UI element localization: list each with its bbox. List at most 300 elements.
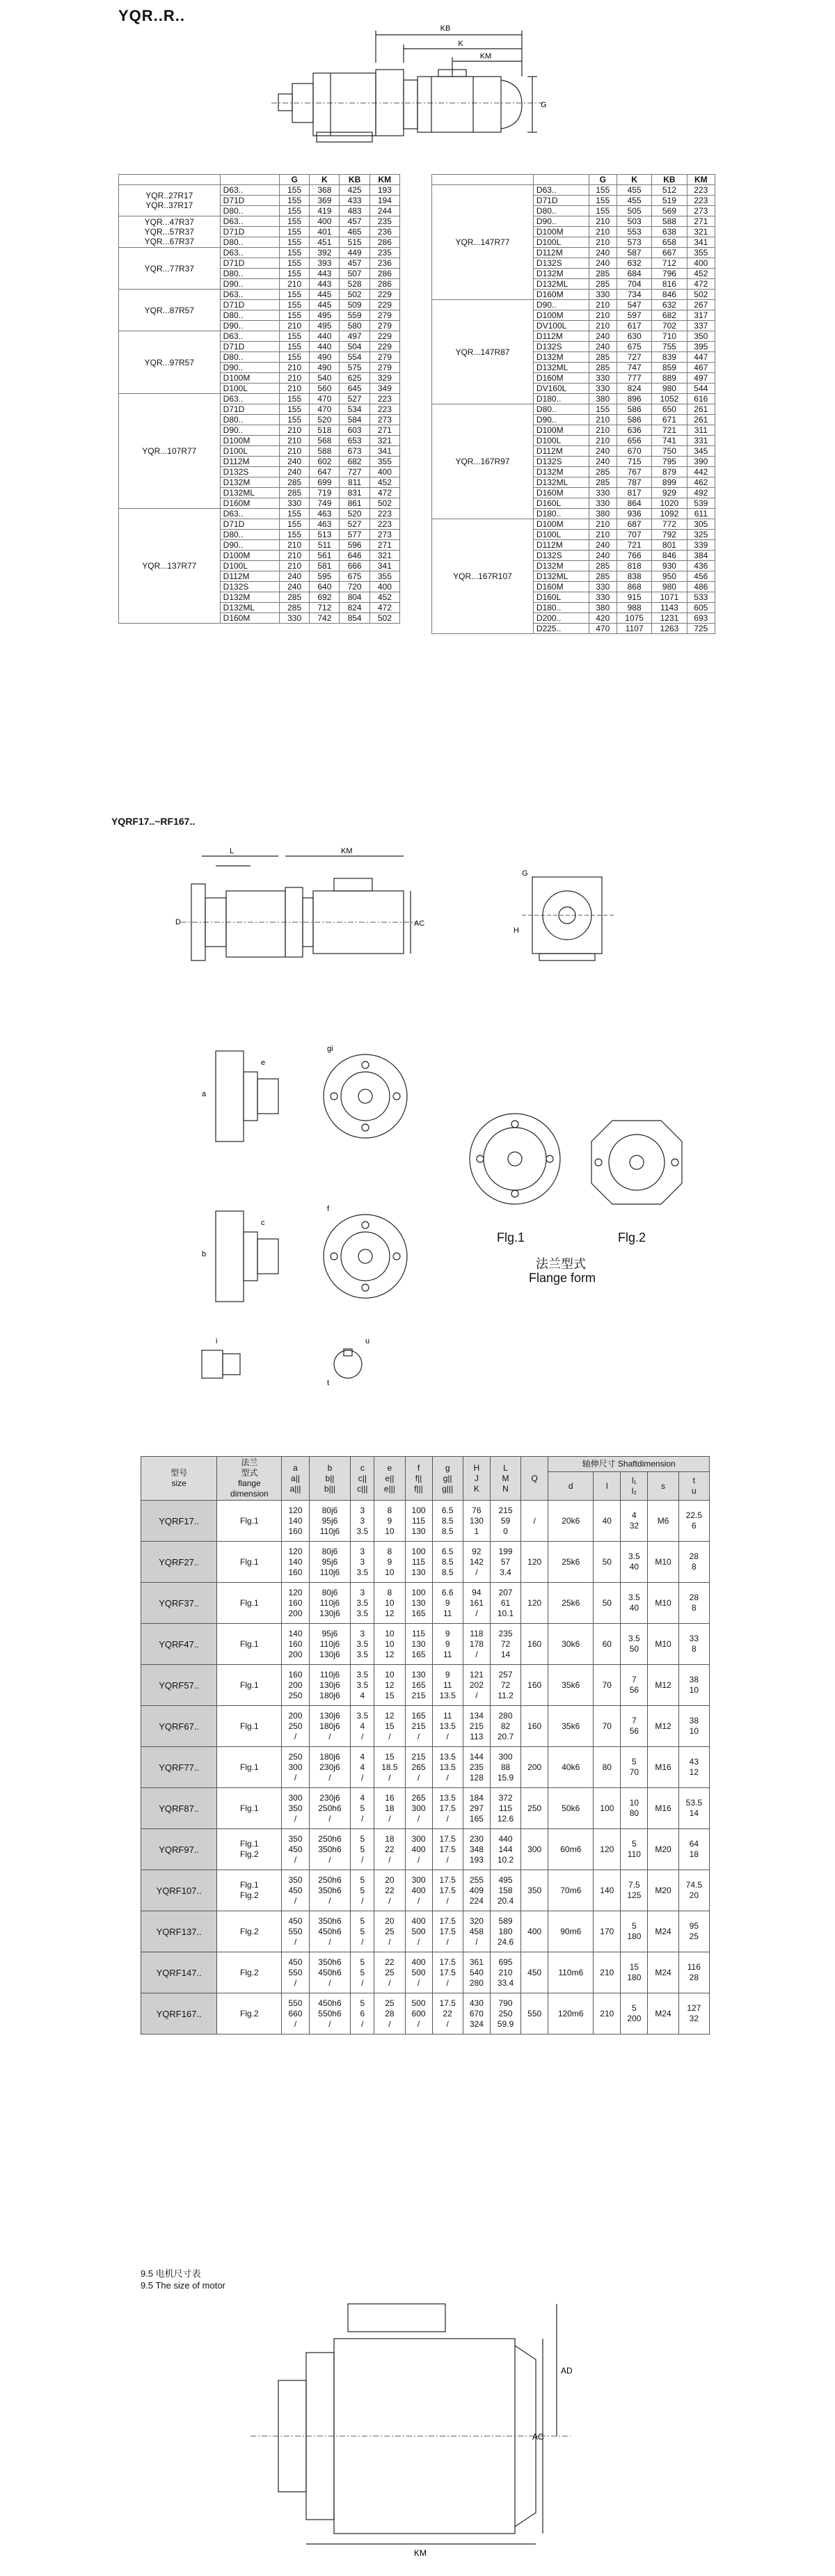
motor-type-cell: D80.. (533, 206, 589, 216)
value-cell: 465 (340, 227, 369, 237)
table-row (141, 1911, 710, 1952)
value-cell: 864 (617, 498, 651, 509)
value-cell: 512 (652, 185, 687, 196)
motor-note-cn: 9.5 电机尺寸表 (141, 2268, 201, 2279)
table-row (432, 185, 715, 196)
table-row (141, 1665, 710, 1706)
value-cell: 355 (369, 457, 399, 467)
value-cell: 632 (652, 300, 687, 310)
d-label: D (175, 918, 181, 926)
value-cell: 818 (617, 561, 651, 571)
value-cell: 210 (589, 300, 617, 310)
value-cell: 443 (310, 279, 340, 290)
motor-type-cell: D63.. (220, 331, 279, 342)
value-cell: 5 5 / (351, 1870, 374, 1911)
motor-type-cell: D100M (220, 436, 279, 446)
value-cell: 350 450 / (282, 1870, 309, 1911)
value-cell: 658 (652, 237, 687, 248)
value-cell: 472 (687, 279, 715, 290)
value-cell: 390 (687, 457, 715, 467)
value-cell: 457 (340, 258, 369, 269)
value-cell: 286 (369, 269, 399, 279)
col-g: G (280, 175, 310, 185)
flange-header-1: 法兰 型式 flange dimension (217, 1457, 282, 1501)
value-cell: 846 (652, 551, 687, 561)
value-cell: 646 (340, 551, 369, 561)
value-cell: 715 (617, 457, 651, 467)
value-cell: 455 (617, 196, 651, 206)
value-cell: 235 72 14 (490, 1624, 520, 1665)
value-cell: 569 (652, 206, 687, 216)
value-cell: 210 (594, 1993, 621, 2034)
value-cell: 450h6 550h6 / (309, 1993, 351, 2034)
motor-type-cell: D160M (533, 373, 589, 384)
km-label: KM (341, 847, 353, 855)
value-cell: 767 (617, 467, 651, 477)
value-cell: 755 (652, 342, 687, 352)
value-cell: 279 (369, 310, 399, 321)
shaft-header-2: l₁ l₂ (621, 1472, 648, 1501)
motor-type-cell: DV100L (533, 321, 589, 331)
flange-header-8: H J K (463, 1457, 490, 1501)
value-cell: 650 (652, 404, 687, 415)
value-cell: 7.5 125 (621, 1870, 648, 1911)
value-cell: 7 56 (621, 1665, 648, 1706)
value-cell: 92 142 / (463, 1542, 490, 1583)
km-label: KM (414, 2548, 427, 2558)
value-cell: 279 (369, 352, 399, 363)
value-cell: 684 (617, 269, 651, 279)
value-cell: 321 (687, 227, 715, 237)
value-cell: 330 (280, 613, 310, 624)
value-cell: 467 (687, 363, 715, 373)
value-cell: 4 5 / (351, 1788, 374, 1829)
value-cell: 505 (617, 206, 651, 216)
value-cell: 695 210 33.4 (490, 1952, 520, 1993)
value-cell: 559 (340, 310, 369, 321)
value-cell: 6.5 8.5 8.5 (432, 1501, 463, 1542)
value-cell: 929 (652, 488, 687, 498)
table-row (141, 1542, 710, 1583)
km-label: KM (479, 52, 492, 61)
value-cell: 273 (369, 415, 399, 425)
value-cell: 577 (340, 530, 369, 540)
table-row (141, 1501, 710, 1542)
value-cell: 9 11 13.5 (432, 1665, 463, 1706)
value-cell: 160 (521, 1706, 548, 1747)
value-cell: 120 140 160 (282, 1501, 309, 1542)
motor-type-cell: D90.. (220, 279, 279, 290)
value-cell: 22.5 6 (678, 1501, 709, 1542)
motor-type-cell: D160L (533, 498, 589, 509)
value-cell: 3.5 40 (621, 1583, 648, 1624)
value-cell: M12 (648, 1665, 678, 1706)
motor-type-cell: D71D (220, 519, 279, 530)
value-cell: 100 115 130 (405, 1501, 432, 1542)
value-cell: 6.5 8.5 8.5 (432, 1542, 463, 1583)
value-cell: 653 (340, 436, 369, 446)
value-cell: 547 (617, 300, 651, 310)
value-cell: 879 (652, 467, 687, 477)
value-cell: 210 (589, 519, 617, 530)
flange-header-2: a a|| a||| (282, 1457, 309, 1501)
value-cell: 8 10 12 (374, 1583, 405, 1624)
value-cell: 285 (280, 488, 310, 498)
motor-type-cell: D132M (533, 467, 589, 477)
flange-detail-drawings (188, 1016, 438, 1406)
motor-type-cell: D100M (533, 519, 589, 530)
value-cell: 699 (310, 477, 340, 488)
value-cell: 560 (310, 384, 340, 394)
motor-type-cell: D80.. (220, 530, 279, 540)
value-cell: 115 130 165 (405, 1624, 432, 1665)
value-cell: 200 (521, 1747, 548, 1788)
shaft-header-1: l (594, 1472, 621, 1501)
value-cell: Flg.1 (217, 1788, 282, 1829)
value-cell: Flg.1 (217, 1542, 282, 1583)
value-cell: 3.5 3.5 4 (351, 1665, 374, 1706)
value-cell: 7 56 (621, 1706, 648, 1747)
value-cell: 337 (687, 321, 715, 331)
model-name: YQR...147R77 (455, 237, 510, 247)
value-cell: 586 (617, 415, 651, 425)
value-cell: 165 215 / (405, 1706, 432, 1747)
value-cell: 230j6 250h6 / (309, 1788, 351, 1829)
value-cell: 638 (652, 227, 687, 237)
page-title: YQR..R.. (118, 7, 186, 24)
motor-size-note (141, 2268, 225, 2291)
value-cell: 285 (589, 467, 617, 477)
value-cell: M16 (648, 1788, 678, 1829)
size-cell: YQRF147.. (141, 1952, 217, 1993)
value-cell: 450 550 / (282, 1911, 309, 1952)
value-cell: 155 (589, 185, 617, 196)
value-cell: 210 (280, 551, 310, 561)
value-cell: 534 (340, 404, 369, 415)
value-cell: 617 (617, 321, 651, 331)
k-label: K (458, 40, 463, 48)
value-cell: 38 10 (678, 1706, 709, 1747)
motor-type-cell: D100M (220, 373, 279, 384)
value-cell: 70 (594, 1665, 621, 1706)
value-cell: 369 (310, 196, 340, 206)
table-row (119, 290, 400, 300)
value-cell: 40k6 (548, 1747, 594, 1788)
value-cell: 419 (310, 206, 340, 216)
value-cell: 605 (687, 603, 715, 613)
value-cell: 816 (652, 279, 687, 290)
motor-type-cell: D160M (533, 488, 589, 498)
value-cell: 588 (310, 446, 340, 457)
value-cell: Flg.1 (217, 1501, 282, 1542)
value-cell: 518 (310, 425, 340, 436)
flange-header-7: g g|| g||| (432, 1457, 463, 1501)
model-group-label (119, 248, 221, 290)
value-cell: 240 (589, 446, 617, 457)
value-cell: 120 (521, 1542, 548, 1583)
value-cell: 4 32 (621, 1501, 648, 1542)
value-cell: 470 (310, 394, 340, 404)
value-cell: 223 (369, 404, 399, 415)
value-cell: 250h6 350h6 / (309, 1829, 351, 1870)
value-cell: 550 660 / (282, 1993, 309, 2034)
value-cell: 425 (340, 185, 369, 196)
value-cell: 9 9 11 (432, 1624, 463, 1665)
value-cell: 300 88 15.9 (490, 1747, 520, 1788)
value-cell: 250 300 / (282, 1747, 309, 1788)
flange-dimension-table (141, 1456, 710, 2034)
value-cell: 210 (280, 363, 310, 373)
value-cell: 6.6 9 11 (432, 1583, 463, 1624)
value-cell: 210 (280, 384, 310, 394)
value-cell: 76 130 1 (463, 1501, 490, 1542)
value-cell: M6 (648, 1501, 678, 1542)
value-cell: 420 (589, 613, 617, 624)
value-cell: 727 (340, 467, 369, 477)
table-row (119, 394, 400, 404)
value-cell: 210 (280, 321, 310, 331)
value-cell: 300 400 / (405, 1870, 432, 1911)
value-cell: 520 (310, 415, 340, 425)
value-cell: 210 (589, 216, 617, 227)
value-cell: 325 (687, 530, 715, 540)
value-cell: M24 (648, 1952, 678, 1993)
right-dimension-table (431, 174, 715, 634)
value-cell: 160 (521, 1665, 548, 1706)
value-cell: 400 (310, 216, 340, 227)
value-cell: 796 (652, 269, 687, 279)
value-cell: 868 (617, 582, 651, 592)
value-cell: 666 (340, 561, 369, 571)
size-cell: YQRF137.. (141, 1911, 217, 1952)
motor-type-cell: D71D (220, 227, 279, 237)
value-cell: 588 (652, 216, 687, 227)
value-cell: 5 200 (621, 1993, 648, 2034)
value-cell: M24 (648, 1993, 678, 2034)
model-name: YQR..27R17 (145, 191, 193, 200)
model-name: YQR...57R37 (144, 227, 195, 237)
value-cell: 120 (521, 1583, 548, 1624)
value-cell: 12 15 / (374, 1706, 405, 1747)
value-cell: 271 (687, 216, 715, 227)
value-cell: 497 (340, 331, 369, 342)
value-cell: 40 (594, 1501, 621, 1542)
value-cell: 400 (369, 467, 399, 477)
motor-type-cell: D160M (533, 290, 589, 300)
motor-type-cell: D80.. (220, 206, 279, 216)
value-cell: 285 (280, 477, 310, 488)
value-cell: 155 (280, 269, 310, 279)
flange-header-9: L M N (490, 1457, 520, 1501)
value-cell: 861 (340, 498, 369, 509)
model-name: YQR...167R97 (455, 457, 510, 466)
value-cell: 240 (589, 551, 617, 561)
value-cell: 210 (589, 530, 617, 540)
value-cell: 193 (369, 185, 399, 196)
table-row (141, 1788, 710, 1829)
value-cell: 1020 (652, 498, 687, 509)
value-cell: 350h6 450h6 / (309, 1952, 351, 1993)
motor-type-cell: D71D (220, 258, 279, 269)
value-cell: 155 (280, 331, 310, 342)
value-cell: 673 (340, 446, 369, 457)
value-cell: 100 (594, 1788, 621, 1829)
value-cell: 682 (340, 457, 369, 467)
value-cell: 20k6 (548, 1501, 594, 1542)
value-cell: 210 (280, 373, 310, 384)
value-cell: 229 (369, 300, 399, 310)
motor-type-cell: D100M (220, 551, 279, 561)
value-cell: 155 (280, 237, 310, 248)
value-cell: 155 (280, 248, 310, 258)
value-cell: 5 180 (621, 1911, 648, 1952)
value-cell: 33 8 (678, 1624, 709, 1665)
fig1-caption: Flg.1 (497, 1231, 525, 1244)
motor-type-cell: D90.. (533, 216, 589, 227)
value-cell: 155 (280, 206, 310, 216)
value-cell: Flg.1 Flg.2 (217, 1829, 282, 1870)
value-cell: 640 (310, 582, 340, 592)
value-cell: 470 (310, 404, 340, 415)
motor-type-cell: D132S (220, 467, 279, 477)
value-cell: 155 (280, 352, 310, 363)
value-cell: 727 (617, 352, 651, 363)
value-cell: 502 (369, 498, 399, 509)
value-cell: 155 (280, 394, 310, 404)
value-cell: 483 (340, 206, 369, 216)
value-cell: 271 (369, 540, 399, 551)
value-cell: 528 (340, 279, 369, 290)
value-cell: 463 (310, 509, 340, 519)
value-cell: 210 (280, 561, 310, 571)
value-cell: 184 297 165 (463, 1788, 490, 1829)
value-cell: 3.5 4 / (351, 1706, 374, 1747)
motor-type-cell: D90.. (220, 363, 279, 373)
value-cell: 280 82 20.7 (490, 1706, 520, 1747)
value-cell: 1092 (652, 509, 687, 519)
value-cell: 70m6 (548, 1870, 594, 1911)
table-row (141, 1993, 710, 2034)
value-cell: 1052 (652, 394, 687, 404)
motor-type-cell: D63.. (220, 248, 279, 258)
value-cell: 43 12 (678, 1747, 709, 1788)
motor-type-cell: D63.. (533, 185, 589, 196)
value-cell: 553 (617, 227, 651, 237)
value-cell: 321 (369, 551, 399, 561)
value-cell: 155 (280, 216, 310, 227)
value-cell: M24 (648, 1911, 678, 1952)
value-cell: 330 (589, 498, 617, 509)
value-cell: Flg.1 (217, 1624, 282, 1665)
value-cell: 3 3.5 3.5 (351, 1583, 374, 1624)
value-cell: 472 (369, 603, 399, 613)
value-cell: 300 350 / (282, 1788, 309, 1829)
table-row (119, 331, 400, 342)
value-cell: 540 (310, 373, 340, 384)
table-row (141, 1624, 710, 1665)
motor-type-cell: D132ML (533, 279, 589, 290)
value-cell: 305 (687, 519, 715, 530)
value-cell: 513 (310, 530, 340, 540)
left-dimension-table (118, 174, 400, 624)
value-cell: 120 (594, 1829, 621, 1870)
value-cell: 120m6 (548, 1993, 594, 2034)
size-cell: YQRF167.. (141, 1993, 217, 2034)
value-cell: 675 (617, 342, 651, 352)
value-cell: 95j6 110j6 130j6 (309, 1624, 351, 1665)
value-cell: 472 (369, 488, 399, 498)
motor-type-cell: D180.. (533, 394, 589, 404)
value-cell: Flg.2 (217, 1911, 282, 1952)
value-cell: 240 (589, 540, 617, 551)
motor-type-cell: D132S (533, 258, 589, 269)
value-cell: Flg.1 Flg.2 (217, 1870, 282, 1911)
value-cell: 712 (310, 603, 340, 613)
g-label: G (522, 869, 528, 878)
value-cell: 504 (340, 342, 369, 352)
reducer-assembly-drawing (264, 21, 557, 153)
table-row (141, 1747, 710, 1788)
value-cell: 502 (340, 290, 369, 300)
value-cell: 285 (280, 603, 310, 613)
value-cell: 456 (687, 571, 715, 582)
value-cell: 155 (280, 185, 310, 196)
value-cell: 1075 (617, 613, 651, 624)
col-km: KM (687, 175, 715, 185)
value-cell: 372 115 12.6 (490, 1788, 520, 1829)
value-cell: 317 (687, 310, 715, 321)
value-cell: 90m6 (548, 1911, 594, 1952)
value-cell: 817 (617, 488, 651, 498)
value-cell: 199 57 3.4 (490, 1542, 520, 1583)
value-cell: 229 (369, 290, 399, 300)
value-cell: 285 (589, 571, 617, 582)
value-cell: 936 (617, 509, 651, 519)
value-cell: 250h6 350h6 / (309, 1870, 351, 1911)
value-cell: 331 (687, 436, 715, 446)
value-cell: 35k6 (548, 1665, 594, 1706)
value-cell: 244 (369, 206, 399, 216)
value-cell: 285 (280, 592, 310, 603)
value-cell: 790 250 59.9 (490, 1993, 520, 2034)
value-cell: 50 (594, 1583, 621, 1624)
value-cell: 667 (652, 248, 687, 258)
motor-type-cell: D90.. (220, 425, 279, 436)
value-cell: M10 (648, 1542, 678, 1583)
col-k: K (310, 175, 340, 185)
value-cell: 130j6 180j6 / (309, 1706, 351, 1747)
value-cell: 440 144 10.2 (490, 1829, 520, 1870)
value-cell: 5 5 / (351, 1952, 374, 1993)
value-cell: 533 (687, 592, 715, 603)
value-cell: 215 59 0 (490, 1501, 520, 1542)
value-cell: 350h6 450h6 / (309, 1911, 351, 1952)
value-cell: 859 (652, 363, 687, 373)
value-cell: 539 (687, 498, 715, 509)
value-cell: 777 (617, 373, 651, 384)
model-group-label (119, 331, 221, 394)
value-cell: 792 (652, 530, 687, 540)
value-cell: 240 (589, 258, 617, 269)
value-cell: 616 (687, 394, 715, 404)
value-cell: 60m6 (548, 1829, 594, 1870)
fig2-caption: Flg.2 (618, 1231, 646, 1244)
value-cell: 20 25 / (374, 1911, 405, 1952)
value-cell: 497 (687, 373, 715, 384)
value-cell: 229 (369, 342, 399, 352)
value-cell: 210 (589, 227, 617, 237)
value-cell: 255 409 224 (463, 1870, 490, 1911)
